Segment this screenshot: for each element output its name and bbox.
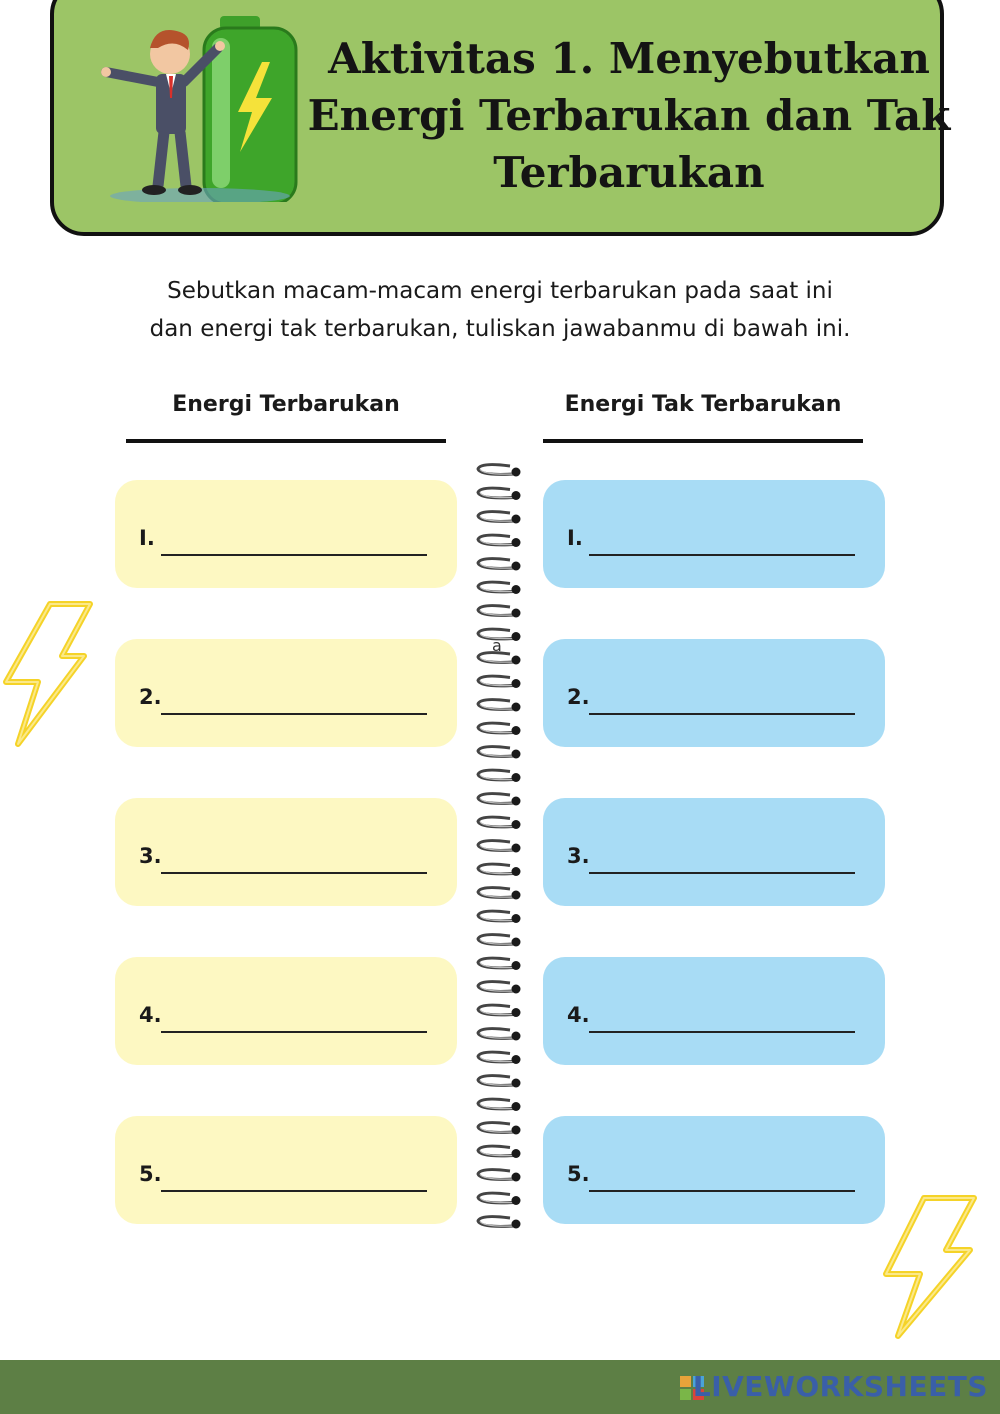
- spiral-coil: [478, 535, 521, 547]
- spiral-coil: [478, 794, 521, 806]
- renewable-answer-box: [115, 1116, 457, 1224]
- answer-number: I.: [567, 526, 583, 550]
- spiral-coil: [478, 1076, 521, 1088]
- renewable-answer-box: [115, 639, 457, 747]
- instruction-text: [60, 272, 940, 348]
- renewable-answer-box: [115, 957, 457, 1065]
- answer-blank[interactable]: [161, 713, 427, 715]
- nonrenewable-answer-box: [543, 1116, 885, 1224]
- spiral-coil: [478, 723, 521, 735]
- answer-blank[interactable]: [589, 713, 855, 715]
- answer-number: I.: [139, 526, 155, 550]
- answer-number: 3.: [139, 844, 162, 868]
- spiral-coil: [478, 888, 521, 900]
- spiral-coil: [478, 841, 521, 853]
- answer-blank[interactable]: [161, 554, 427, 556]
- brand-name[interactable]: LIVEWORKSHEETS: [692, 1370, 988, 1403]
- nonrenewable-answer-box: [543, 480, 885, 588]
- answer-number: 3.: [567, 844, 590, 868]
- answer-blank[interactable]: [161, 1190, 427, 1192]
- spiral-coil: [478, 864, 521, 876]
- spiral-coil: [478, 1146, 521, 1158]
- heading-renewable-underline: [126, 439, 446, 443]
- spiral-coil: [478, 582, 521, 594]
- spiral-coil: [478, 488, 521, 500]
- spiral-coil: [478, 1052, 521, 1064]
- stray-letter: a: [492, 636, 502, 655]
- nonrenewable-answer-box: [543, 798, 885, 906]
- nonrenewable-answer-box: [543, 639, 885, 747]
- answer-number: 4.: [139, 1003, 162, 1027]
- renewable-answer-box: [115, 798, 457, 906]
- instruction-line-1: Sebutkan macam-macam energi terbarukan pada saat ini: [167, 278, 833, 304]
- businessman-battery-illustration: [100, 2, 320, 202]
- footer-bar: [0, 1360, 1000, 1414]
- spiral-coil: [478, 911, 521, 923]
- answer-number: 5.: [567, 1162, 590, 1186]
- spiral-coil: [478, 1193, 521, 1205]
- header-banner: [50, 0, 951, 236]
- answer-blank[interactable]: [161, 872, 427, 874]
- spiral-coil: [478, 465, 521, 477]
- spiral-coil: [478, 935, 521, 947]
- spiral-coil: [478, 747, 521, 759]
- answer-number: 5.: [139, 1162, 162, 1186]
- spiral-coil: [478, 1217, 521, 1229]
- spiral-binding: [470, 456, 530, 1231]
- lightning-bolt-icon: [880, 1192, 982, 1342]
- spiral-coil: [478, 1029, 521, 1041]
- spiral-coil: [478, 606, 521, 618]
- answer-blank[interactable]: [589, 554, 855, 556]
- nonrenewable-answer-box: [543, 957, 885, 1065]
- heading-nonrenewable: Energi Tak Terbarukan: [564, 392, 842, 417]
- spiral-coil: [478, 559, 521, 571]
- heading-renewable: Energi Terbarukan: [172, 392, 400, 417]
- spiral-coil: [478, 817, 521, 829]
- answer-blank[interactable]: [589, 1190, 855, 1192]
- instruction-line-2: dan energi tak terbarukan, tuliskan jawabanmu di bawah ini.: [149, 316, 851, 342]
- answer-number: 2.: [567, 685, 590, 709]
- spiral-coil: [478, 1005, 521, 1017]
- spiral-coil: [478, 770, 521, 782]
- renewable-answer-box: [115, 480, 457, 588]
- answer-blank[interactable]: [161, 1031, 427, 1033]
- spiral-coil: [478, 958, 521, 970]
- answer-number: 2.: [139, 685, 162, 709]
- spiral-coil: [478, 1170, 521, 1182]
- spiral-coil: [478, 1099, 521, 1111]
- lightning-bolt-icon: [0, 598, 96, 750]
- spiral-coil: [478, 1123, 521, 1135]
- answer-blank[interactable]: [589, 872, 855, 874]
- answer-number: 4.: [567, 1003, 590, 1027]
- spiral-coil: [478, 700, 521, 712]
- spiral-coil: [478, 512, 521, 524]
- spiral-coil: [478, 676, 521, 688]
- spiral-coil: [478, 982, 521, 994]
- page-title: Aktivitas 1. Menyebutkan Energi Terbarukan dan Tak Terbarukan: [307, 34, 951, 197]
- answer-blank[interactable]: [589, 1031, 855, 1033]
- heading-nonrenewable-underline: [543, 439, 863, 443]
